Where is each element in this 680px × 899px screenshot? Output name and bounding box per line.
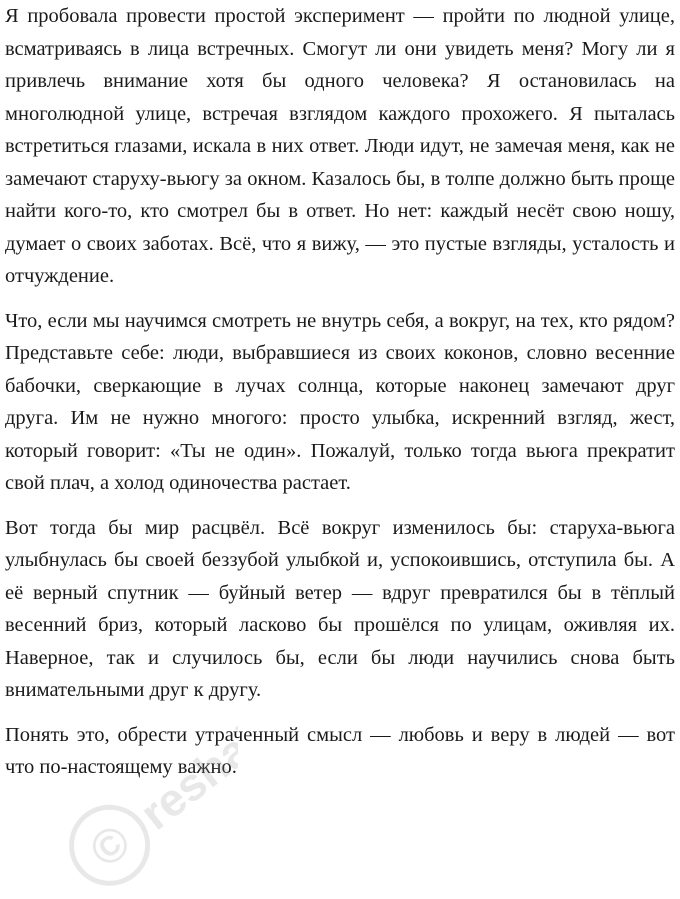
paragraph-4: Понять это, обрести утраченный смысл — любовь и веру в людей — вот что по-настоящему важно. xyxy=(5,723,675,778)
paragraph-2: Что, если мы научимся смотреть не внутрь себя, а вокруг, на тех, кто рядом? Представьте себе: люди, выбравшиеся из своих коконов, словно весенние бабочки, сверкающие в лучах солнца, которые наконец замечают друг друга. Им не нужно многого: просто улыбка, искренний взгляд, жест, который говорит: «Ты не один». Пожалуй, только тогда вьюга прекратит свой плач, а холод одиночества растает. xyxy=(5,309,675,494)
paragraph-1: Я пробовала провести простой эксперимент — пройти по людной улице, всматриваясь в лица встречных. Смогут ли они увидеть меня? Могу ли я привлечь внимание хотя бы одного человека? Я остановилась на многолюдной улице, встречая взглядом каждого прохожего. Я пыталась встретиться глазами, искала в них ответ. Люди идут, не замечая меня, как не замечают старуху-вьюгу за окном. Казалось бы, в толпе должно быть проще найти кого-то, кто смотрел бы в ответ. Но нет: каждый несёт свою ношу, думает о своих заботах. Всё, что я вижу, — это пустые взгляды, усталость и отчуждение. xyxy=(5,5,675,287)
document-body xyxy=(5,0,675,784)
paragraph-3: Вот тогда бы мир расцвёл. Всё вокруг изменилось бы: старуха-вьюга улыбнулась бы своей беззубой улыбкой и, успокоившись, отступила бы. А её верный спутник — буйный ветер — вдруг превратился бы в тёплый весенний бриз, который ласково бы прошёлся по улицам, оживляя их. Наверное, так и случилось бы, если бы люди научились снова быть внимательными друг к другу. xyxy=(5,516,675,701)
watermark-circle-icon xyxy=(56,792,163,890)
watermark-copyright-symbol: © xyxy=(80,814,141,879)
watermark-text: reshak.ru xyxy=(130,671,238,840)
